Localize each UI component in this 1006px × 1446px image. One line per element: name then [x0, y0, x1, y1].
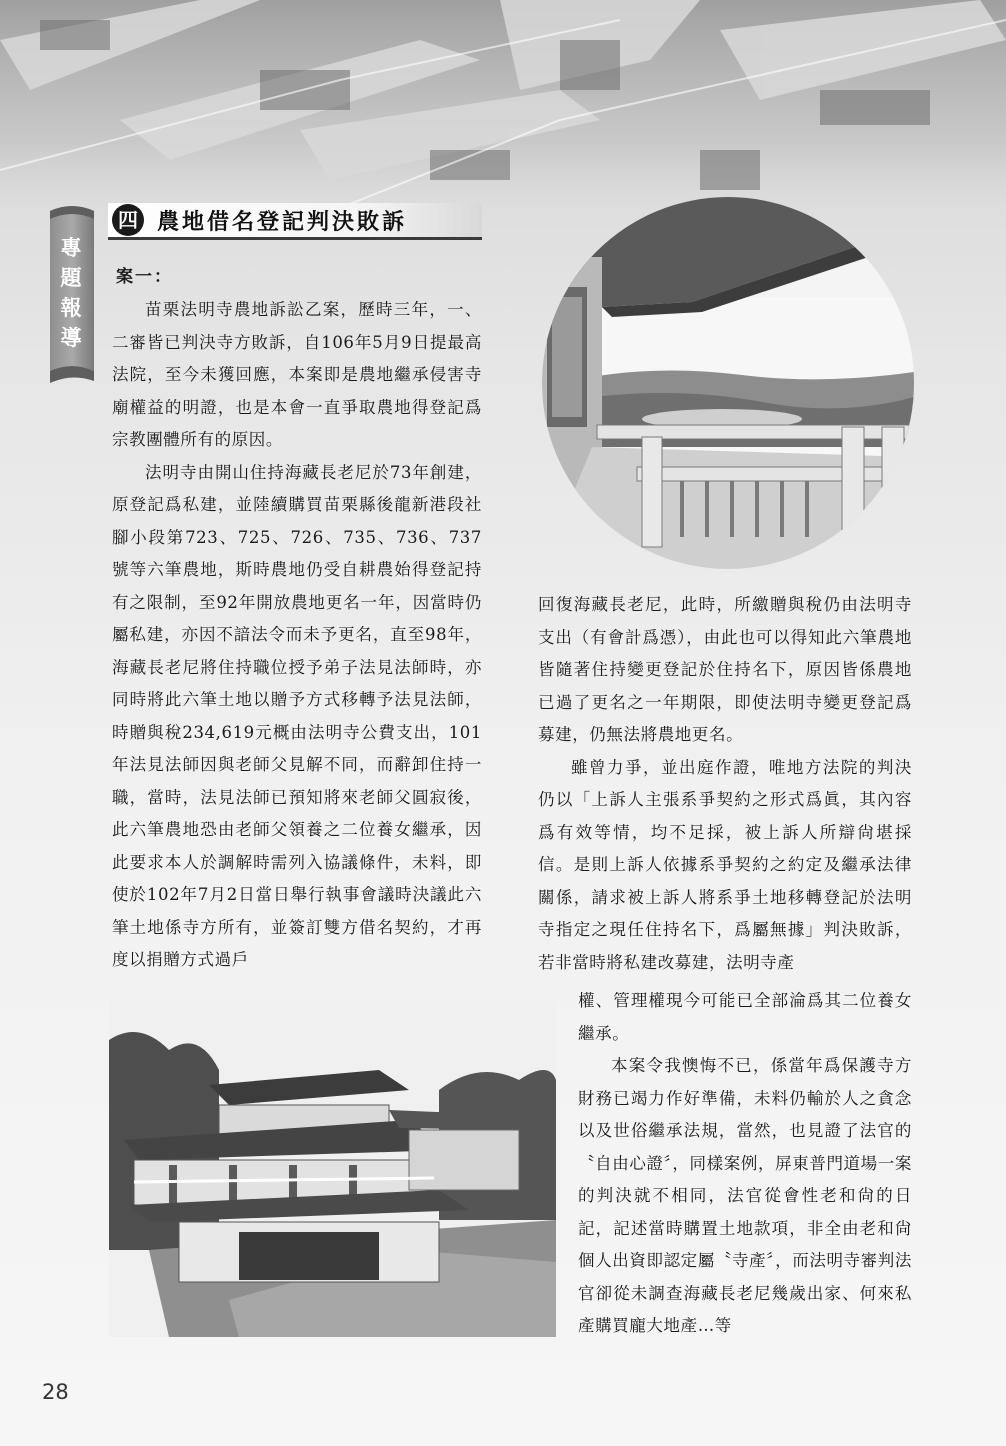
page-number: 28: [42, 1380, 69, 1404]
paragraph: 苗栗法明寺農地訴訟乙案，歷時三年，一、二審皆已判決寺方敗訴，自106年5月9日提最高法院，至今未獲回應，本案即是農地繼承侵害寺廟權益的明證，也是本會一直爭取農地得登記爲宗教團體所有的原因。: [112, 300, 482, 449]
paragraph: 權、管理權現今可能已全部淪爲其二位養女繼承。: [578, 991, 912, 1043]
section-number-badge: 四: [112, 204, 144, 236]
paragraph: 本案令我懊悔不已，係當年爲保護寺方財務已竭力作好準備，未料仍輸於人之貪念以及世俗繼承法規，當然，也見證了法官的〝自由心證〞，同樣案例，屏東普門道場一案的判決就不相同，法官從會性老和尙的日記，記述當時購置土地款項，非全由老和尙個人出資即認定屬〝寺產〞，而法明寺審判法官卻從未調查海藏長老尼幾歲出家、何來私產購買龐大地產…等: [578, 1056, 912, 1335]
right-text-column: [538, 589, 912, 979]
side-tag-char: 導: [60, 326, 82, 350]
side-tag-char: 題: [60, 266, 82, 290]
paragraph: 回復海藏長老尼，此時，所繳贈與稅仍由法明寺支出（有會計爲憑），由此也可以得知此六筆農地皆隨著住持變更登記於住持名下，原因皆係農地已過了更名之一年期限，即使法明寺變更登記爲募建，仍無法將農地更名。: [538, 595, 912, 744]
side-section-tag: [56, 233, 86, 353]
temple-building-photo: [109, 1000, 556, 1337]
left-text-column: [112, 294, 482, 977]
temple-balcony-photo: [542, 197, 914, 569]
side-tag-char: 專: [60, 236, 82, 260]
paragraph: 法明寺由開山住持海藏長老尼於73年創建，原登記爲私建，並陸續購買苗栗縣後龍新港段社腳小段第723、725、726、735、736、737號等六筆農地，斯時農地仍受自耕農始得登記持有之限制，至92年開放農地更名一年，因當時仍屬私建，亦因不諳法令而未予更名，直至98年，海藏長老尼將住持職位授予弟子法見法師時，亦同時將此六筆土地以贈予方式移轉予法見法師，時贈與稅234,619元概由法明寺公費支出，101年法見法師因與老師父見解不同，而辭卸住持一職，當時，法見法師已預知將來老師父圓寂後，此六筆農地恐由老師父領養之二位養女繼承，因此要求本人於調解時需列入協議條件，未料，即使於102年7月2日當日舉行執事會議時決議此六筆土地係寺方所有，並簽訂雙方借名契約，才再度以捐贈方式過戶: [112, 462, 482, 969]
side-tag-char: 報: [60, 296, 82, 320]
right-text-column-lower: [578, 985, 912, 1343]
case-label: 案一：: [116, 267, 173, 287]
paragraph: 雖曾力爭，並出庭作證，唯地方法院的判決仍以「上訴人主張系爭契約之形式爲眞，其內容爲有效等情，均不足採，被上訴人所辯尙堪採信。是則上訴人依據系爭契約之約定及繼承法律關係，請求被上訴人將系爭土地移轉登記於法明寺指定之現任住持名下，爲屬無據」判決敗訴，若非當時將私建改募建，法明寺產: [538, 757, 912, 972]
section-title: 農地借名登記判決敗訴: [157, 210, 408, 235]
